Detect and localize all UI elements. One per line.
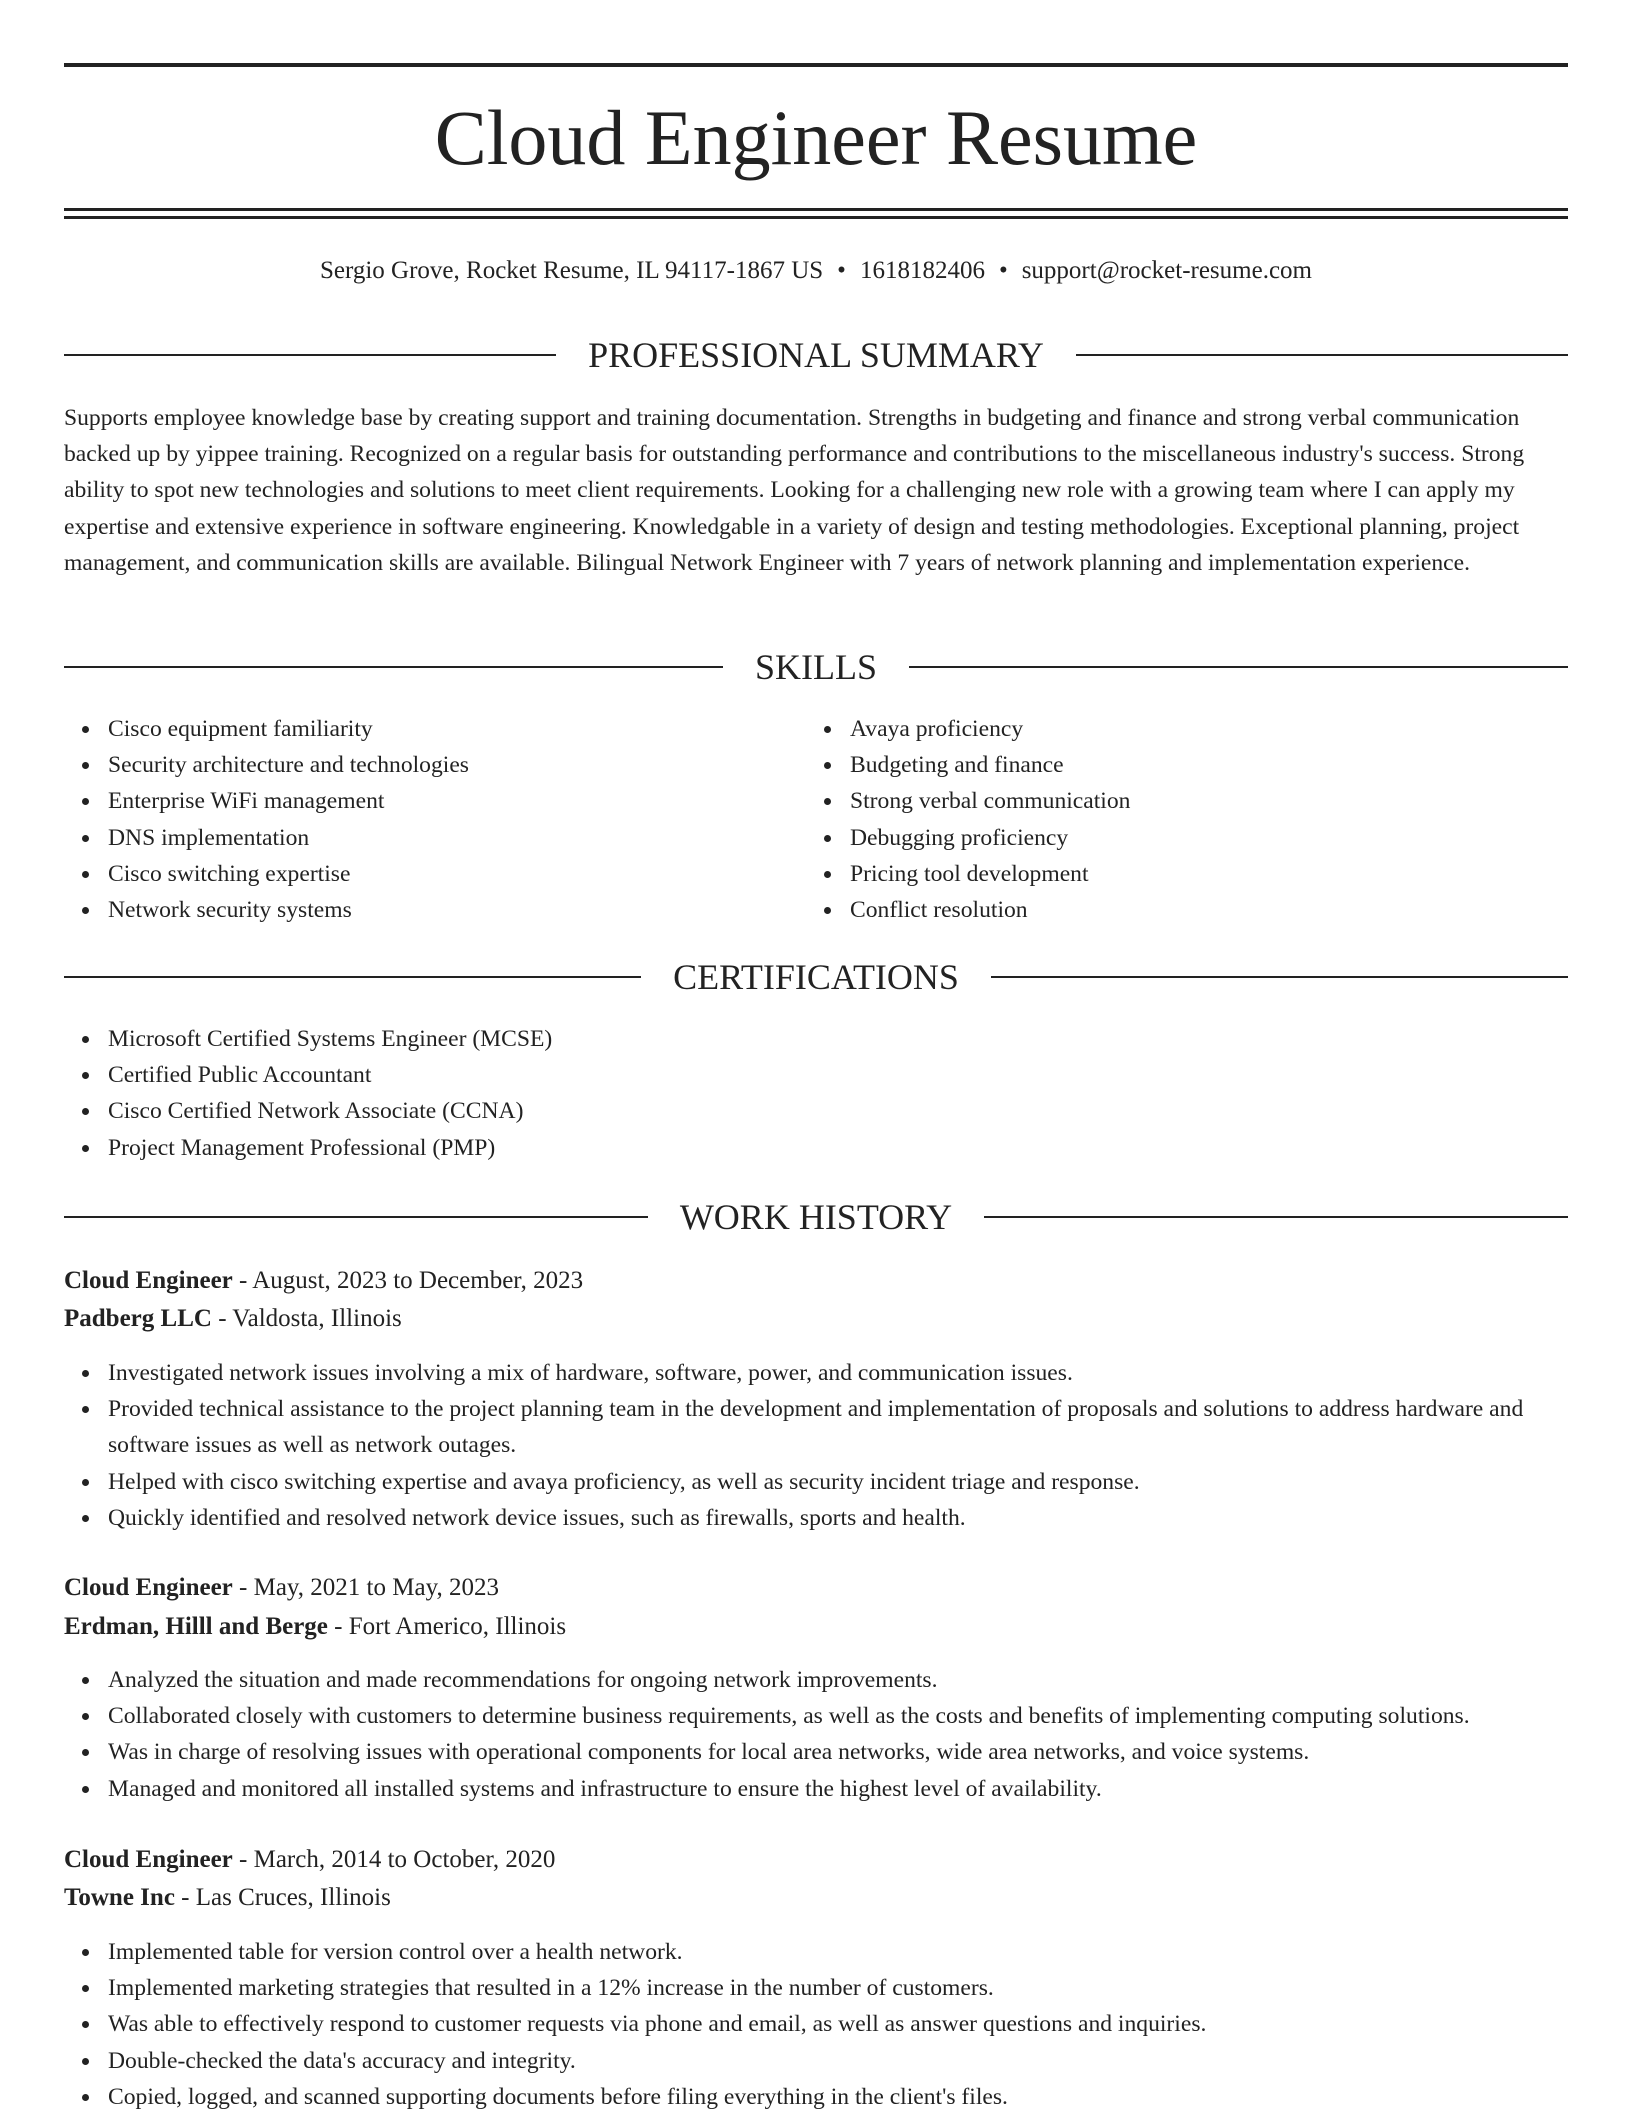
job-bullet: Analyzed the situation and made recommendations for ongoing network improvements. bbox=[108, 1662, 1568, 1698]
contact-line bbox=[64, 254, 1568, 288]
title-double-rule bbox=[64, 208, 1568, 219]
job-dates: - August, 2023 to December, 2023 bbox=[232, 1267, 584, 1294]
skills-list-right bbox=[806, 711, 1506, 928]
job-title-line bbox=[64, 1262, 1568, 1300]
contact-separator: • bbox=[998, 257, 1008, 284]
job-bullet: Was in charge of resolving issues with operational components for local area networks, wide area networks, and voice systems. bbox=[108, 1734, 1568, 1770]
section-heading-work-history bbox=[64, 1195, 1568, 1239]
skill-item: Enterprise WiFi management bbox=[108, 783, 764, 819]
heading-label: SKILLS bbox=[755, 647, 878, 687]
top-rule bbox=[64, 63, 1568, 67]
heading-rule bbox=[64, 354, 556, 356]
skill-item: Cisco switching expertise bbox=[108, 856, 764, 892]
skill-item: Cisco equipment familiarity bbox=[108, 711, 764, 747]
section-heading-skills bbox=[64, 645, 1568, 689]
contact-address: Sergio Grove, Rocket Resume, IL 94117-1867 US bbox=[319, 257, 824, 284]
job-bullet: Collaborated closely with customers to determine business requirements, as well as the costs and benefits of implementing computing solutions. bbox=[108, 1698, 1568, 1734]
section-heading-certifications bbox=[64, 955, 1568, 999]
job-bullet-list bbox=[64, 1934, 1568, 2115]
section-heading-summary bbox=[64, 333, 1568, 377]
heading-rule bbox=[64, 1216, 648, 1218]
job-bullet: Implemented marketing strategies that resulted in a 12% increase in the number of customers. bbox=[108, 1970, 1568, 2006]
contact-phone: 1618182406 bbox=[859, 257, 985, 284]
job-bullet: Managed and monitored all installed systems and infrastructure to ensure the highest level of availability. bbox=[108, 1771, 1568, 1807]
heading-label: WORK HISTORY bbox=[679, 1197, 953, 1237]
job-bullet: Helped with cisco switching expertise and avaya proficiency, as well as security incident triage and response. bbox=[108, 1464, 1568, 1500]
heading-rule bbox=[909, 666, 1568, 668]
job-dates: - March, 2014 to October, 2020 bbox=[232, 1846, 556, 1873]
certification-item: Microsoft Certified Systems Engineer (MCSE) bbox=[108, 1021, 1568, 1057]
certifications-list bbox=[64, 1021, 1568, 1166]
job-responsibilities bbox=[64, 1934, 1568, 2115]
job-bullet-list bbox=[64, 1662, 1568, 1807]
heading-label: PROFESSIONAL SUMMARY bbox=[588, 335, 1044, 375]
job-company-line bbox=[64, 1879, 1568, 1917]
skills-column-left bbox=[64, 711, 764, 928]
job-title: Cloud Engineer bbox=[64, 1846, 233, 1873]
job-company-line bbox=[64, 1608, 1568, 1646]
job-company: Towne Inc bbox=[64, 1884, 175, 1911]
job-company: Padberg LLC bbox=[64, 1305, 212, 1332]
certification-item: Cisco Certified Network Associate (CCNA) bbox=[108, 1093, 1568, 1129]
job-bullet: Was able to effectively respond to customer requests via phone and email, as well as answer questions and inquiries. bbox=[108, 2006, 1568, 2042]
heading-rule bbox=[984, 1216, 1568, 1218]
skills-list-left bbox=[64, 711, 764, 928]
skill-item: DNS implementation bbox=[108, 820, 764, 856]
certification-item: Project Management Professional (PMP) bbox=[108, 1130, 1568, 1166]
job-bullet: Double-checked the data's accuracy and integrity. bbox=[108, 2043, 1568, 2079]
skill-item: Conflict resolution bbox=[850, 892, 1506, 928]
summary-text: Supports employee knowledge base by creating support and training documentation. Strengths in budgeting and finance and strong verbal communication backed up by yippee training. Recognized on a regular basis for outstanding performance and contributions to the miscellaneous industry's success. Strong ability to spot new technologies and solutions to meet client requirements. Looking for a challenging new role with a growing team where I can apply my expertise and extensive experience in software engineering. Knowledgable in a variety of design and testing methodologies. Exceptional planning, project management, and communication skills are available. Bilingual Network Engineer with 7 years of network planning and implementation experience. bbox=[64, 405, 1525, 576]
skill-item: Pricing tool development bbox=[850, 856, 1506, 892]
certification-item: Certified Public Accountant bbox=[108, 1057, 1568, 1093]
job-bullet: Implemented table for version control over a health network. bbox=[108, 1934, 1568, 1970]
skill-item: Network security systems bbox=[108, 892, 764, 928]
heading-rule bbox=[991, 976, 1568, 978]
job-company: Erdman, Hilll and Berge bbox=[64, 1613, 328, 1640]
certifications-block bbox=[64, 1021, 1568, 1166]
heading-rule bbox=[64, 976, 641, 978]
job-location: - Fort Americo, Illinois bbox=[327, 1613, 567, 1640]
job-location: - Valdosta, Illinois bbox=[211, 1305, 402, 1332]
job-bullet: Provided technical assistance to the project planning team in the development and implementation of proposals and solutions to address hardware and software issues as well as network outages. bbox=[108, 1391, 1568, 1463]
skills-column-right bbox=[806, 711, 1506, 928]
job-bullet: Copied, logged, and scanned supporting documents before filing everything in the client's files. bbox=[108, 2079, 1568, 2115]
heading-label: CERTIFICATIONS bbox=[673, 957, 959, 997]
resume-title: Cloud Engineer Resume bbox=[434, 94, 1198, 181]
job-company-line bbox=[64, 1300, 1568, 1338]
job-responsibilities bbox=[64, 1662, 1568, 1807]
job-bullet: Investigated network issues involving a mix of hardware, software, power, and communication issues. bbox=[108, 1355, 1568, 1391]
skill-item: Budgeting and finance bbox=[850, 747, 1506, 783]
skill-item: Security architecture and technologies bbox=[108, 747, 764, 783]
contact-separator: • bbox=[837, 257, 846, 284]
contact-email: support@rocket-resume.com bbox=[1021, 257, 1312, 284]
heading-rule bbox=[1076, 354, 1568, 356]
job-location: - Las Cruces, Illinois bbox=[174, 1884, 391, 1911]
job-responsibilities bbox=[64, 1355, 1568, 1536]
job-title-line bbox=[64, 1841, 1568, 1879]
heading-rule bbox=[64, 666, 723, 668]
job-bullet: Quickly identified and resolved network device issues, such as firewalls, sports and health. bbox=[108, 1500, 1568, 1536]
job-title: Cloud Engineer bbox=[64, 1574, 233, 1601]
job-dates: - May, 2021 to May, 2023 bbox=[232, 1574, 499, 1601]
job-bullet-list bbox=[64, 1355, 1568, 1536]
skill-item: Debugging proficiency bbox=[850, 820, 1506, 856]
skill-item: Strong verbal communication bbox=[850, 783, 1506, 819]
skill-item: Avaya proficiency bbox=[850, 711, 1506, 747]
job-title-line bbox=[64, 1569, 1568, 1607]
job-title: Cloud Engineer bbox=[64, 1267, 233, 1294]
